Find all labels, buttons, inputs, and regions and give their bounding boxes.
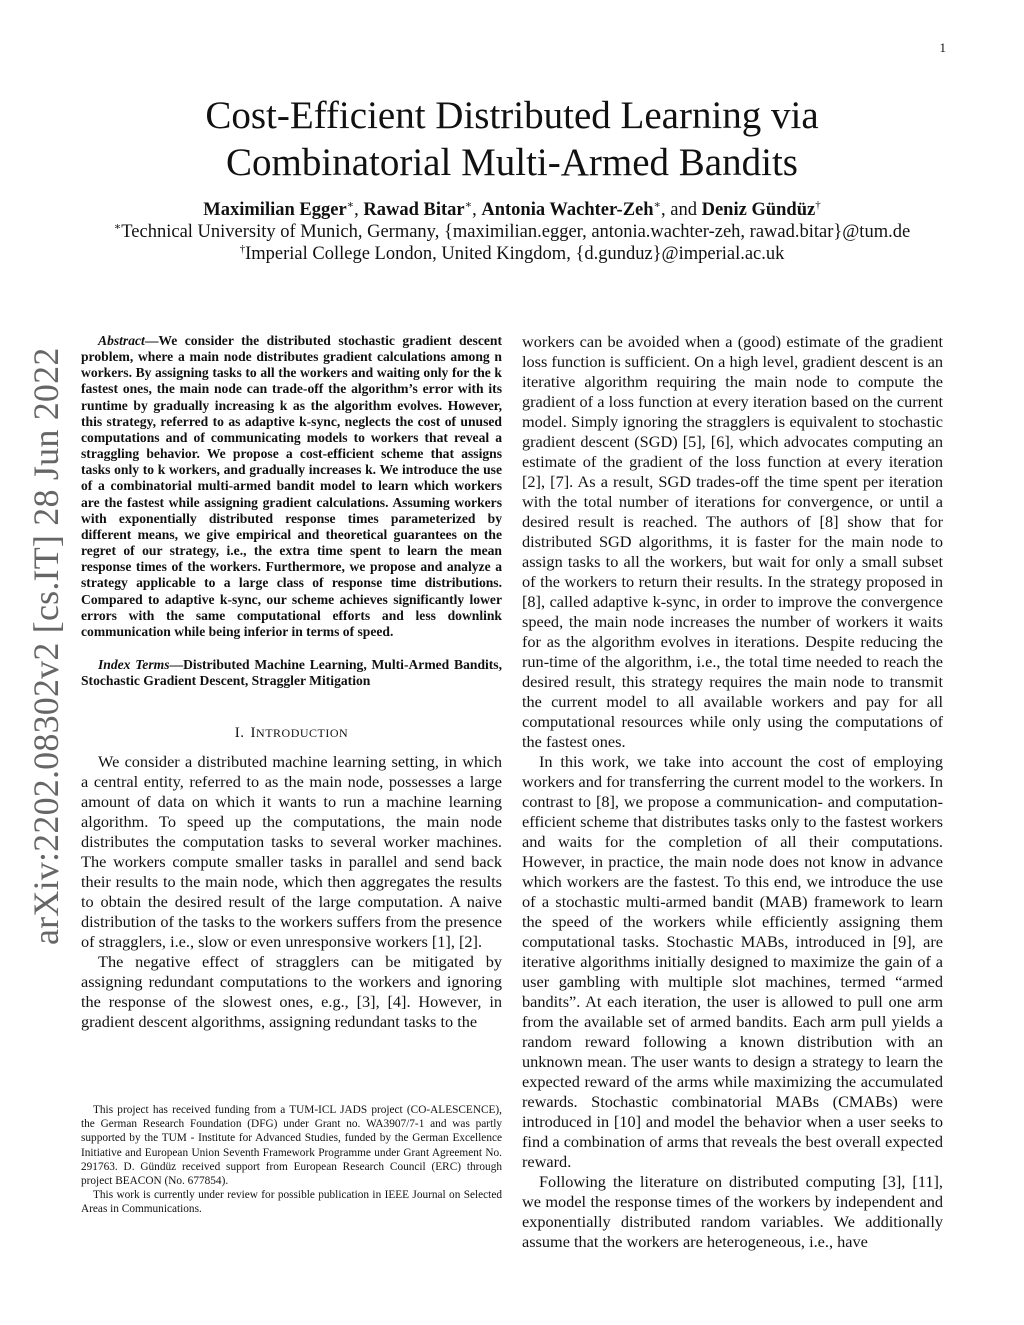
affiliation-text: Imperial College London, United Kingdom, {d.gunduz}@imperial.ac.uk xyxy=(245,244,785,264)
paper-title xyxy=(120,92,904,186)
footnotes xyxy=(81,1103,502,1217)
abstract-lead: Abstract xyxy=(98,333,145,348)
section-title-rest: NTRODUCTION xyxy=(256,726,349,741)
section-title-first-letter: I xyxy=(250,725,257,742)
author-name: Maximilian Egger xyxy=(203,200,347,220)
author-name: Deniz Gündüz xyxy=(701,200,816,220)
author-mark: ∗ xyxy=(464,198,473,211)
footnote: This project has received funding from a TUM-ICL JADS project (CO-ALESCENCE), the German Research Foundation (DFG) under Grant no. WA3907/7-1 and was partly supported by the TUM - Institute for Advanced Studies, funded by the German Excellence Initiative and European Union Seventh Framework Programme under Grant Agreement No. 291763. D. Gündüz received support from European Research Council (ERC) through project BEACON (No. 677854). xyxy=(81,1104,502,1188)
index-terms-lead: Index Terms xyxy=(98,656,170,672)
page-number: 1 xyxy=(939,40,946,55)
author-name: Antonia Wachter-Zeh xyxy=(481,200,654,220)
abstract-text: —We consider the distributed stochastic gradient descent problem, where a main node distributes gradient calculations among n workers. By assigning tasks to all the workers and waiting only for the k fastest ones, the main node can trade-off the algorithm’s error with its runtime by gradually increasing k as the algorithm evolves. However, this strategy, referred to as adaptive k-sync, neglects the cost of unused computations and of communicating models to workers that reveal a straggling behavior. We propose a cost-efficient scheme that assigns tasks only to k workers, and gradually increases k. We introduce the use of a combinatorial multi-armed bandit model to learn which workers are the fastest while assigning gradient calculations. Assuming workers with exponentially distributed response times parameterized by different means, we give empirical and theoretical guarantees on the regret of our strategy, i.e., the extra time spent to learn the mean response times of the workers. Furthermore, we propose and analyze a strategy applicable to a large class of response time distributions. Compared to adaptive k-sync, our scheme achieves significantly lower errors with the same computational efforts and less downlink communication while being inferior in terms of speed. xyxy=(81,333,502,639)
title-line-2: Combinatorial Multi-Armed Bandits xyxy=(226,141,798,184)
section-number: I. xyxy=(234,725,245,742)
author-mark: ∗ xyxy=(346,198,355,211)
affiliation-2 xyxy=(80,243,944,265)
author-and: , and xyxy=(661,200,702,220)
section-heading xyxy=(81,725,502,742)
affiliation-text: Technical University of Munich, Germany, {maximilian.egger, antonia.wachter-zeh, rawad.bitar}@tum.de xyxy=(121,222,911,242)
abstract xyxy=(81,333,502,640)
author-mark: ∗ xyxy=(653,198,662,211)
affiliation-1 xyxy=(80,221,944,243)
index-terms-text: —Distributed Machine Learning, Multi-Armed Bandits, Stochastic Gradient Descent, Straggler Mitigation xyxy=(81,656,502,689)
author-separator: , xyxy=(354,200,364,220)
body-paragraph: We consider a distributed machine learning setting, in which a central entity, referred to as the main node, possesses a large amount of data on which it wants to run a machine learning algorithm. To speed up the computations, the main node distributes the computation tasks to several worker machines. The workers compute smaller tasks in parallel and send back their results to the main node, which then aggregates the results to obtain the desired result of the large computation. A naive distribution of the tasks to the workers suffers from the presence of stragglers, i.e., slow or even unresponsive workers [1], [2]. xyxy=(81,752,502,952)
author-mark: † xyxy=(815,198,821,211)
author-name: Rawad Bitar xyxy=(363,200,465,220)
body-paragraph: workers can be avoided when a (good) estimate of the gradient loss function is sufficient. On a high level, gradient descent is an iterative algorithm requiring the main node to compute the gradient of a loss function at every iteration based on the current model. Simply ignoring the stragglers is equivalent to stochastic gradient descent (SGD) [5], [6], which advocates computing an estimate of the gradient of the loss function at every iteration [2], [7]. As a result, SGD trades-off the time spent per iteration with the total number of iterations for convergence, or until a desired result is reached. The authors of [8] show that for distributed SGD algorithms, it is faster for the main node to assign tasks to all the workers, but wait for only a small subset of the workers to return their results. In the strategy proposed in [8], called adaptive k-sync, in order to improve the convergence speed, the main node increases the number of workers it waits for as the algorithm evolves in iterations. Despite reducing the run-time of the algorithm, i.e., the total time needed to reach the desired result, this strategy requires the main node to transmit the current model to all available workers and pay for all computational resources while only using the computations of the fastest ones. xyxy=(522,332,943,751)
body-paragraph: In this work, we take into account the cost of employing workers and for transferring the current model to the workers. In contrast to [8], we propose a communication- and computation-efficient scheme that distributes tasks only to the fastest workers and waits for the completion of all their computations. However, in practice, the main node does not know in advance which workers are the fastest. To this end, we introduce the use of a stochastic multi-armed bandit (MAB) framework to learn the speed of the workers while efficiently assigning them computational tasks. Stochastic MABs, introduced in [9], are iterative algorithms initially designed to maximize the gain of a user gambling with multiple slot machines, termed “armed bandits”. At each iteration, the user is allowed to pull one arm from the available set of armed bandits. Each arm pull yields a random reward following a known distribution with an unknown mean. The user wants to design a strategy to learn the expected reward of the arms while maximizing the accumulated rewards. Stochastic combinatorial MABs (CMABs) were introduced in [10] and model the behavior when a user seeks to find a combination of arms that reveals the best overall expected reward. xyxy=(522,752,943,1171)
index-terms xyxy=(81,657,502,689)
title-line-1: Cost-Efficient Distributed Learning via xyxy=(205,94,819,137)
author-separator: , xyxy=(472,200,482,220)
arxiv-identifier: arXiv:2202.08302v2 [cs.IT] 28 Jun 2022 xyxy=(26,347,66,945)
affiliation-mark: ∗ xyxy=(113,220,122,233)
body-paragraph: Following the literature on distributed computing [3], [11], we model the response times of the workers by independent and exponentially distributed random variables. We additionally assume that the workers are heterogeneous, i.e., have xyxy=(522,1172,943,1251)
author-list xyxy=(80,198,944,222)
left-column xyxy=(81,333,502,1032)
affiliation-mark: † xyxy=(239,242,246,255)
footnote: This work is currently under review for possible publication in IEEE Journal on Selected Areas in Communications. xyxy=(81,1189,502,1216)
right-column xyxy=(522,332,943,1252)
body-paragraph: The negative effect of stragglers can be mitigated by assigning redundant computations to the workers and ignoring the response of the slowest ones, e.g., [3], [4]. However, in gradient descent algorithms, assigning redundant tasks to the xyxy=(81,952,502,1032)
